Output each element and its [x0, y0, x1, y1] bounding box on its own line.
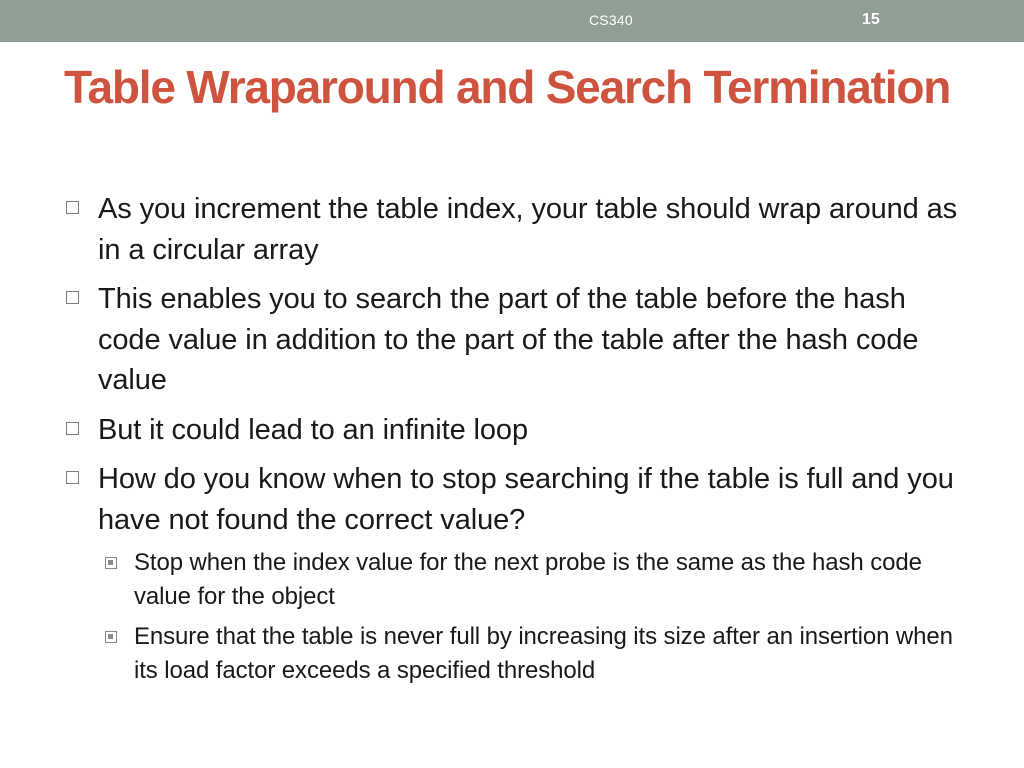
header-bar [0, 0, 1024, 42]
course-label: CS340 [589, 12, 633, 28]
sub-bullet-item [98, 620, 964, 688]
hollow-square-icon [66, 422, 79, 435]
sub-bullet-text: Ensure that the table is never full by increasing its size after an insertion when its load factor exceeds a specified threshold [134, 623, 953, 684]
bullet-text: This enables you to search the part of the table before the hash code value in addition to the part of the table after the hash code value [98, 283, 919, 396]
sub-bullet-list [98, 546, 964, 688]
bullet-text: How do you know when to stop searching if the table is full and you have not found the correct value? [98, 463, 954, 536]
bullet-item [64, 410, 964, 451]
sub-bullet-text: Stop when the index value for the next probe is the same as the hash code value for the object [134, 549, 922, 610]
bullet-text: But it could lead to an infinite loop [98, 413, 528, 446]
sub-bullet-item [98, 546, 964, 614]
slide-title: Table Wraparound and Search Termination [64, 61, 951, 113]
hollow-square-icon [66, 291, 79, 304]
bullet-item [64, 189, 964, 270]
filled-square-icon [105, 557, 117, 569]
hollow-square-icon [66, 201, 79, 214]
filled-square-icon [105, 631, 117, 643]
bullet-item [64, 279, 964, 401]
bullet-list [64, 189, 964, 697]
bullet-text: As you increment the table index, your table should wrap around as in a circular array [98, 193, 958, 266]
hollow-square-icon [66, 471, 79, 484]
bullet-item [64, 459, 964, 688]
page-number: 15 [862, 11, 880, 28]
